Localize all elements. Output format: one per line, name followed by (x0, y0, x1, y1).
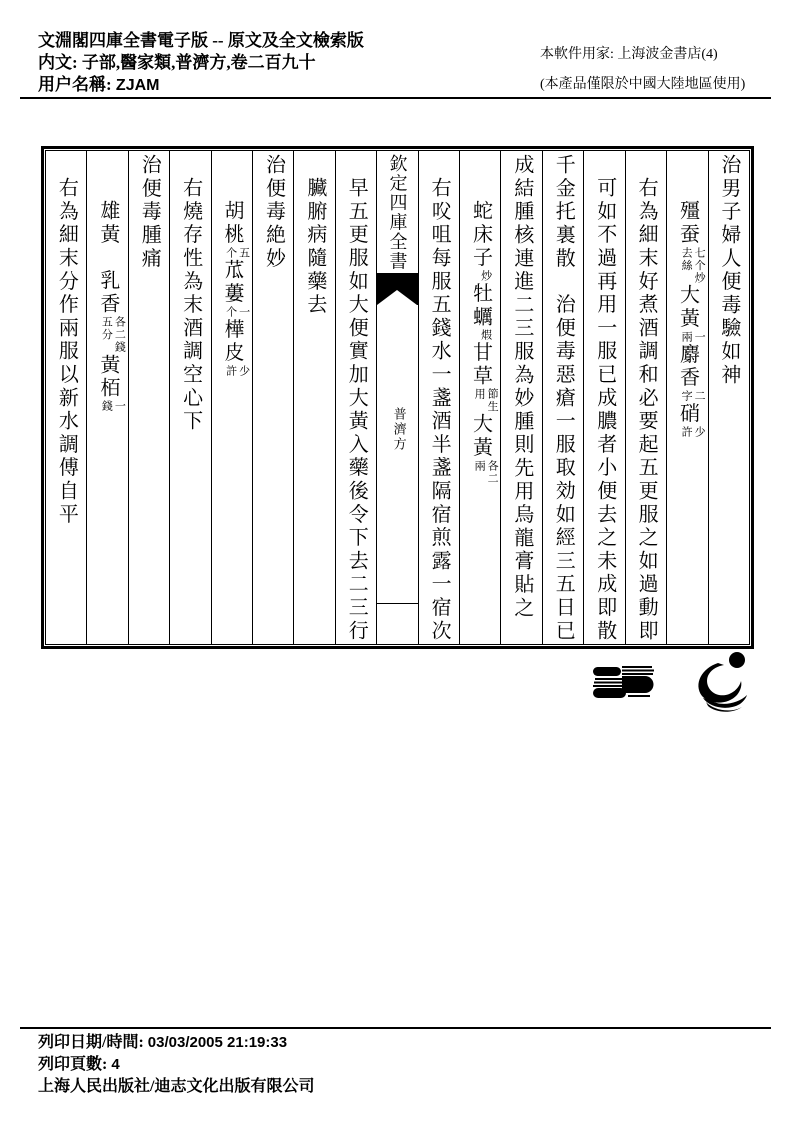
text-column (211, 151, 252, 644)
column-text: 大黃 (676, 284, 699, 331)
book-page-frame (41, 146, 754, 649)
column-text: 右為細末分作兩服以新水調傅自平 (55, 177, 78, 527)
column-text: 右㕮咀每服五錢水一盞酒半盞隔宿煎露一宿次 (428, 177, 451, 643)
column-text: 大黃 (469, 413, 492, 460)
annotation-right-column: 一 (693, 330, 706, 344)
column-text: 治男子婦人便毒驗如神 (717, 154, 740, 387)
banxin-title: 欽定四庫全書 (387, 154, 408, 271)
column-text: 甘草 (469, 341, 492, 389)
print-date-value: 03/03/2005 21:19:33 (147, 1034, 288, 1051)
annotation-right-column: 各二錢 (113, 316, 126, 354)
annotation-left-column: 个 (224, 305, 237, 319)
text-column (459, 151, 500, 644)
annotation-left-column: 兩 (680, 330, 693, 344)
text-column (625, 151, 666, 644)
dosage-annotation (479, 270, 492, 283)
text-column (500, 151, 541, 644)
annotation-right-column: 少 (237, 364, 250, 378)
print-date-label: 列印日期/時間: (38, 1034, 144, 1051)
print-pages-value: 4 (111, 1056, 120, 1073)
text-gap (107, 247, 109, 270)
annotation-left-column: 許 (680, 425, 693, 439)
column-text: 治便毒惡瘡一服取効如經三五日已 (552, 293, 575, 643)
text-column (46, 151, 86, 644)
footer-divider (20, 1027, 771, 1029)
fishtail-mark-icon (377, 273, 417, 305)
column-text: 早五更服如大便實加大黃入藥後令下去二三行 (345, 177, 368, 643)
print-pages-label: 列印頁數: (38, 1056, 108, 1073)
dosage-annotation (224, 365, 250, 378)
dosage-annotation (99, 316, 125, 354)
column-text: 治便毒腫痛 (138, 154, 161, 271)
content-path-line (38, 52, 364, 74)
text-column (666, 151, 707, 644)
column-text: 千金托裏散 (552, 154, 575, 271)
app-title: 文淵閣四庫全書電子版 -- 原文及全文檢索版 (38, 31, 364, 50)
text-gap (562, 271, 564, 294)
book-columns (45, 150, 750, 645)
annotation-right-column: 煆 (479, 329, 492, 342)
dosage-annotation (472, 388, 498, 413)
annotation-left-column: 去絲 (680, 246, 693, 272)
column-text: 殭蚕 (676, 200, 699, 247)
annotation-left-column: 用 (473, 388, 486, 401)
user-name-line (38, 74, 364, 97)
column-text: 右燒存性為末酒調空心下 (179, 177, 202, 434)
content-path-value: 子部,醫家類,普濟方,卷二百九十 (81, 53, 316, 72)
annotation-right-column: 七个炒 (693, 246, 706, 285)
dosage-annotation (679, 426, 705, 439)
column-text: 治便毒絶妙 (262, 154, 285, 271)
annotation-left-column: 五分 (100, 316, 113, 342)
text-column (583, 151, 624, 644)
header-left (38, 30, 364, 97)
annotation-left-column: 兩 (473, 459, 486, 473)
dosage-annotation (99, 400, 125, 413)
banxin-divider (377, 603, 417, 604)
column-text: 苽蔞 (221, 259, 244, 306)
dosage-annotation (479, 329, 492, 342)
text-column (252, 151, 293, 644)
column-text: 乳香 (96, 269, 119, 317)
annotation-left-column: 字 (680, 389, 693, 403)
dosage-annotation (224, 306, 250, 319)
text-column (335, 151, 376, 644)
banxin-column (376, 151, 417, 644)
license-owner-line: 本軟件用家: 上海波金書店(4) (540, 47, 718, 62)
text-column (708, 151, 749, 644)
stacked-books-logo-icon (592, 665, 658, 701)
column-text: 成結腫核連進二三服為妙腫則先用烏龍膏貼之 (510, 154, 533, 620)
column-text: 牡蠣 (469, 282, 492, 330)
column-text: 胡桃 (221, 200, 244, 247)
dosage-annotation (472, 460, 498, 485)
column-text: 右為細末好煮酒調和必要起五更服之如過動即 (635, 177, 658, 643)
column-text: 蛇床子 (469, 200, 492, 270)
annotation-right-column: 少 (693, 425, 706, 439)
annotation-right-column: 炒 (479, 269, 492, 283)
annotation-left-column: 錢 (100, 400, 113, 413)
annotation-right-column: 二 (693, 389, 706, 403)
column-text: 黃栢 (96, 353, 119, 401)
column-text: 雄黃 (96, 200, 119, 247)
publisher-line: 上海人民出版社/迪志文化出版有限公司 (38, 1078, 315, 1095)
header-right (540, 40, 745, 100)
text-column (542, 151, 583, 644)
text-column (293, 151, 334, 644)
license-restriction-line: (本產品僅限於中國大陸地區使用) (540, 77, 746, 92)
text-column (418, 151, 459, 644)
annotation-right-column: 節生 (486, 388, 499, 414)
column-text: 硝 (676, 402, 699, 426)
annotation-left-column: 許 (224, 364, 237, 378)
dosage-annotation (679, 390, 705, 403)
calligraphic-swirl-logo-icon (690, 651, 750, 717)
annotation-right-column: 各二 (486, 459, 499, 485)
print-pages-line (38, 1054, 314, 1076)
dosage-annotation (679, 331, 705, 344)
print-date-line (38, 1032, 314, 1054)
column-text: 臟腑病隨藥去 (303, 177, 326, 317)
banxin-book-name: 普濟方 (391, 407, 407, 452)
text-column (169, 151, 210, 644)
column-text: 可如不過再用一服已成膿者小便去之未成即散 (593, 177, 616, 643)
content-path-label: 内文: (38, 53, 78, 72)
text-column (128, 151, 169, 644)
footer (38, 1032, 314, 1098)
column-text: 麝香 (676, 343, 699, 390)
user-name-label: 用户名稱: (38, 75, 112, 94)
user-name-value: ZJAM (115, 77, 160, 94)
header-divider (20, 97, 771, 99)
text-column (86, 151, 127, 644)
dosage-annotation (224, 247, 250, 260)
annotation-right-column: 一 (237, 305, 250, 319)
annotation-right-column: 一 (113, 400, 126, 413)
dosage-annotation (679, 247, 705, 285)
annotation-right-column: 五 (237, 246, 250, 260)
column-text: 樺皮 (221, 318, 244, 365)
annotation-left-column: 个 (224, 246, 237, 260)
